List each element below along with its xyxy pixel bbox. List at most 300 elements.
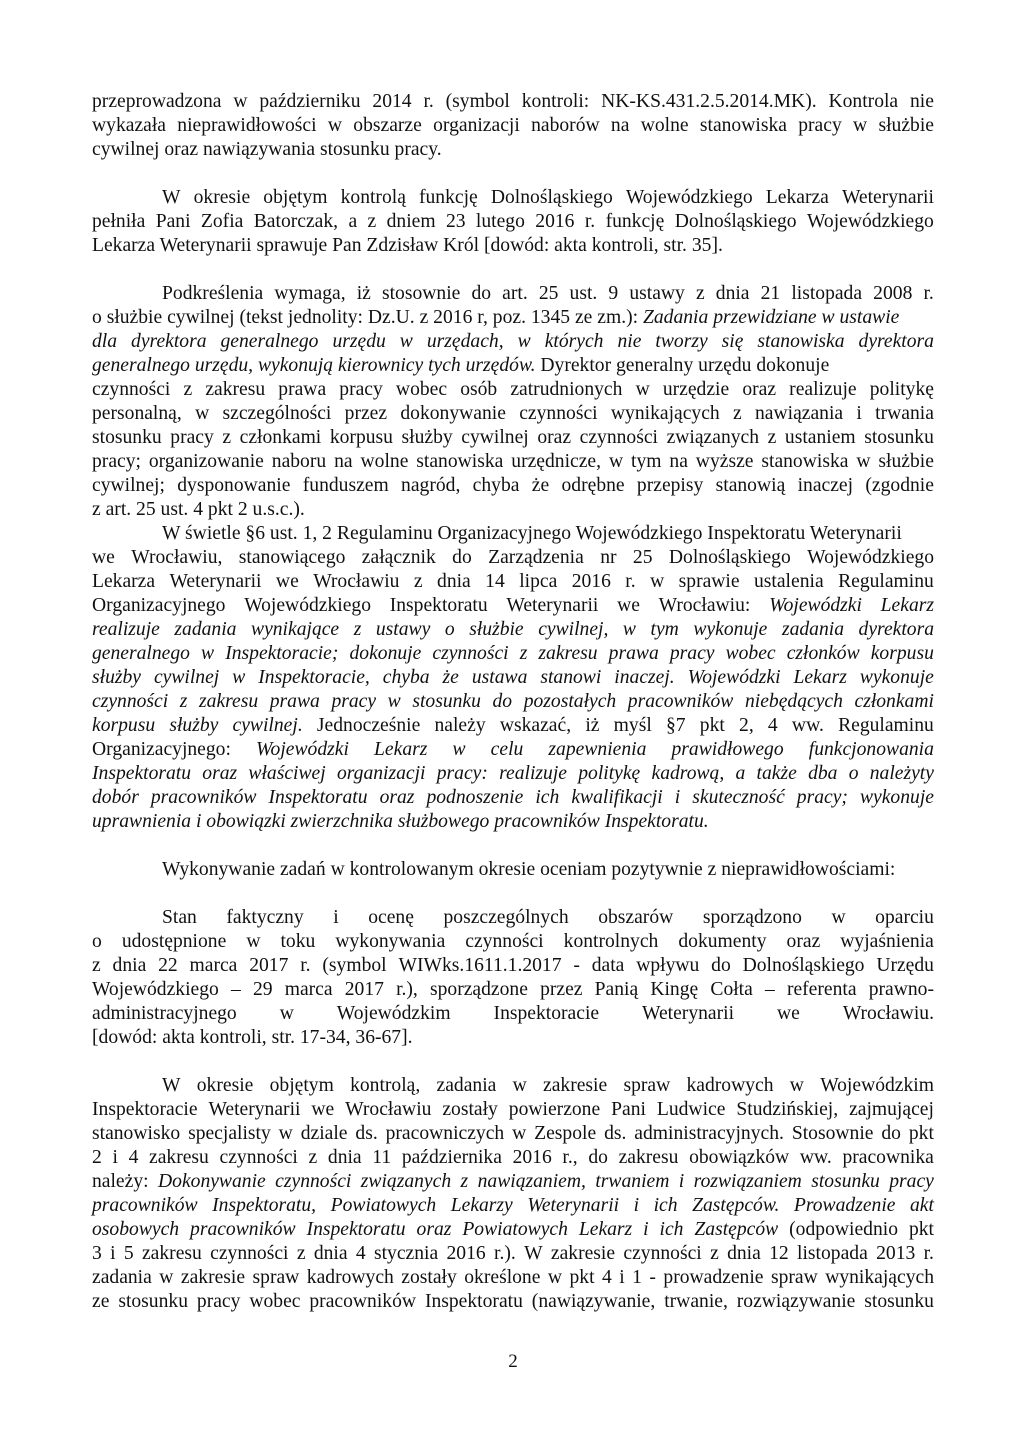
- text-word: nie: [910, 91, 934, 112]
- text-word: w: [512, 1075, 527, 1096]
- text-word: organizacji: [433, 115, 520, 136]
- text-word: urzędnicze,: [511, 451, 602, 472]
- text-word: służbie: [469, 619, 524, 640]
- text-word: Weterynarii: [169, 571, 262, 592]
- text-word: wynikające: [251, 619, 340, 640]
- text-word: Regulaminu: [838, 715, 934, 736]
- text-word: stosunku: [118, 1291, 188, 1312]
- text-word: na: [334, 451, 353, 472]
- text-word: r.: [423, 91, 434, 112]
- text-word: (nawiązywanie,: [531, 1291, 656, 1312]
- text-word: października: [401, 1147, 502, 1168]
- text-line: [92, 1098, 934, 1122]
- text-word: Weterynarii: [208, 1099, 301, 1120]
- text-word: Powiatowych: [330, 1195, 437, 1216]
- text-line: [92, 810, 934, 834]
- text-word: stosunku: [811, 1171, 880, 1192]
- text-word: 29: [252, 979, 273, 1000]
- text-word: personalną,: [92, 403, 182, 424]
- text-word: stanowią: [715, 475, 786, 496]
- text-word: Wojewódzkiego: [806, 211, 934, 232]
- text-word: dyrektora: [131, 331, 207, 352]
- text-word: Lekarza: [765, 187, 829, 208]
- text-word: wyższe: [695, 451, 754, 472]
- text-word: –: [231, 979, 241, 1000]
- text-word: Regulaminu: [838, 571, 934, 592]
- text-word: odrębne: [561, 475, 625, 496]
- text-word: r.).: [494, 1243, 516, 1264]
- text-word: określone: [464, 1267, 541, 1288]
- text-word: poszczególnych: [443, 907, 569, 928]
- text-word: zadania: [174, 619, 237, 640]
- text-word: wolne: [640, 115, 689, 136]
- text-word: kadrowych: [686, 1075, 774, 1096]
- text-word: 4: [128, 1147, 139, 1168]
- text-word: lipca: [519, 571, 558, 592]
- text-word: czynności: [92, 379, 171, 400]
- text-word: przez: [540, 979, 583, 1000]
- text-word: 2014: [372, 91, 412, 112]
- text-word: WIWks.1611.1.2017: [398, 955, 562, 976]
- text-word: Kingę: [650, 979, 699, 1000]
- text-word: z: [367, 211, 377, 232]
- text-word: generalnego: [92, 643, 190, 664]
- text-word: nagród,: [401, 475, 461, 496]
- text-word: Organizacyjnego:: [92, 739, 231, 760]
- text-word: -: [649, 1267, 656, 1288]
- text-word: których: [544, 331, 604, 352]
- text-word: (symbol: [322, 955, 387, 976]
- text-segment: z art. 25 ust. 4 pkt 2 u.s.c.).: [92, 499, 305, 520]
- text-word: r.: [300, 955, 311, 976]
- text-word: toku: [280, 931, 316, 952]
- text-word: z: [733, 403, 742, 424]
- text-word: w: [608, 451, 624, 472]
- text-line: [92, 330, 934, 354]
- text-word: 2016: [512, 1147, 552, 1168]
- text-word: Lekarz: [880, 595, 934, 616]
- text-word: sprawie: [678, 571, 740, 592]
- text-word: wskazać,: [499, 715, 572, 736]
- text-word: 2013: [876, 1243, 916, 1264]
- text-word: służbie: [878, 451, 934, 472]
- text-word: Podkreślenia: [162, 283, 264, 304]
- text-word: pracy: [889, 1171, 934, 1192]
- text-word: także: [756, 763, 797, 784]
- text-word: (symbol: [445, 91, 510, 112]
- text-word: członkami: [854, 691, 934, 712]
- text-word: 3: [92, 1243, 102, 1264]
- text-word: 2,: [739, 715, 754, 736]
- text-word: 2016: [446, 1243, 486, 1264]
- text-word: przez: [344, 403, 388, 424]
- text-word: sporządzono: [702, 907, 802, 928]
- text-word: Wojewódzkiego: [92, 979, 219, 1000]
- text-word: Wrocławiu,: [131, 547, 223, 568]
- text-word: pracy: [196, 1291, 241, 1312]
- text-word: niebędących: [744, 691, 843, 712]
- text-word: w: [650, 571, 665, 592]
- text-word: marca: [189, 955, 238, 976]
- text-word: wykonuje: [859, 667, 934, 688]
- text-word: służby: [169, 715, 219, 736]
- text-word: do: [588, 1147, 608, 1168]
- text-word: członkami: [239, 427, 322, 448]
- text-word: Lekarzy: [450, 1195, 513, 1216]
- text-word: rozwiązaniem: [693, 1171, 802, 1192]
- text-word: Dolnośląskiego: [674, 211, 797, 232]
- text-word: –: [764, 979, 775, 1000]
- text-word: dokonywanie: [400, 403, 506, 424]
- text-word: Wojewódzkiego: [807, 547, 934, 568]
- text-word: wobec: [249, 1291, 301, 1312]
- text-word: pkt: [908, 1219, 934, 1240]
- text-word: administracyjnego: [92, 1003, 237, 1024]
- text-word: ds.: [604, 1123, 627, 1144]
- text-word: Wojewódzkiego: [625, 187, 753, 208]
- text-word: -: [573, 955, 580, 976]
- text-word: wynikających: [825, 1267, 934, 1288]
- text-word: 2016: [571, 571, 611, 592]
- text-word: dnia: [715, 283, 750, 304]
- text-word: NK-KS.431.2.5.2014.MK).: [601, 91, 817, 112]
- text-word: zapewnienia: [548, 739, 647, 760]
- text-word: rozwiązywanie: [736, 1291, 856, 1312]
- text-word: 2016: [535, 211, 575, 232]
- text-word: zakresu: [618, 1147, 679, 1168]
- text-word: naboru: [271, 451, 327, 472]
- text-word: prawa: [608, 643, 659, 664]
- text-word: służby: [401, 427, 453, 448]
- text-word: referenta: [786, 979, 857, 1000]
- text-segment: Dyrektor generalny urzędu dokonuje: [535, 355, 830, 376]
- text-word: stanowi: [540, 667, 602, 688]
- text-word: obowiązków: [689, 1147, 790, 1168]
- text-word: Pani: [611, 1099, 646, 1120]
- text-word: w: [853, 115, 868, 136]
- text-word: i: [619, 1267, 625, 1288]
- text-word: chyba: [472, 475, 520, 496]
- text-word: ww.: [791, 715, 824, 736]
- text-word: pkt: [908, 1123, 934, 1144]
- text-word: w: [512, 1123, 527, 1144]
- text-word: celu: [490, 739, 524, 760]
- text-word: wobec: [395, 379, 448, 400]
- text-line: [92, 282, 934, 306]
- text-word: kontrolnych: [563, 931, 659, 952]
- text-word: Studzińskiej,: [736, 1099, 839, 1120]
- text-line: [92, 1218, 934, 1242]
- text-word: z: [353, 619, 362, 640]
- text-word: stanowiska: [757, 331, 845, 352]
- text-word: i: [678, 1171, 685, 1192]
- text-word: W: [524, 1243, 543, 1264]
- text-word: 12: [769, 1243, 789, 1264]
- text-word: powierzone: [508, 1099, 601, 1120]
- text-word: 4: [355, 1243, 366, 1264]
- text-word: pracy: [331, 691, 377, 712]
- text-line: [92, 1002, 934, 1026]
- text-line: [92, 450, 934, 474]
- text-word: Inspektoracie: [92, 1099, 198, 1120]
- text-line: [92, 426, 934, 450]
- text-line: [92, 1266, 934, 1290]
- text-word: ich: [653, 1195, 678, 1216]
- text-word: zakresu: [199, 691, 259, 712]
- text-word: z: [413, 571, 423, 592]
- text-word: spraw: [252, 1267, 300, 1288]
- text-word: z: [296, 1243, 306, 1264]
- text-word: korpusu: [870, 643, 934, 664]
- text-word: Zastępców.: [692, 1195, 780, 1216]
- text-word: tworzy: [655, 331, 708, 352]
- text-word: ustawy: [375, 619, 431, 640]
- text-word: nieprawidłowości: [177, 115, 317, 136]
- text-word: czynności: [275, 1171, 352, 1192]
- text-word: w: [517, 331, 531, 352]
- text-segment: cywilnej oraz nawiązywania stosunku pracy.: [92, 139, 442, 160]
- text-word: Inspektoratu: [92, 763, 192, 784]
- text-word: ust.: [569, 283, 598, 304]
- text-word: z: [767, 427, 777, 448]
- text-line: [92, 762, 934, 786]
- text-word: zakresu: [141, 1243, 202, 1264]
- text-word: r.: [625, 571, 636, 592]
- text-word: październiku: [259, 91, 361, 112]
- text-word: z: [183, 379, 193, 400]
- text-word: politykę: [578, 763, 641, 784]
- text-word: osób: [460, 379, 498, 400]
- text-word: Lekarz: [578, 1219, 633, 1240]
- text-word: faktyczny: [226, 907, 304, 928]
- text-word: Cołta: [710, 979, 753, 1000]
- text-word: korpusu: [329, 427, 393, 448]
- text-word: ustawy: [629, 283, 685, 304]
- text-word: pełniła: [92, 211, 146, 232]
- text-word: udostępnione: [121, 931, 227, 952]
- text-word: 2017: [344, 979, 384, 1000]
- text-word: Inspektoracie: [493, 1003, 600, 1024]
- text-word: ze: [92, 1291, 110, 1312]
- text-word: spraw: [623, 1075, 671, 1096]
- text-word: 22: [158, 955, 178, 976]
- text-word: pracy:: [436, 763, 488, 784]
- document-page: [92, 0, 934, 1449]
- text-word: 25: [632, 547, 653, 568]
- text-word: pracy;: [796, 787, 848, 808]
- text-word: pracownika: [842, 1147, 934, 1168]
- text-word: ustawa: [471, 667, 528, 688]
- text-line: [92, 954, 934, 978]
- text-word: Batorczak,: [253, 211, 339, 232]
- text-word: obszarze: [353, 115, 422, 136]
- text-word: iż: [585, 715, 600, 736]
- text-line: [92, 690, 934, 714]
- text-word: pracowników: [150, 787, 257, 808]
- text-word: dnia: [112, 955, 147, 976]
- text-word: realizuje: [92, 619, 160, 640]
- text-word: we: [311, 1099, 335, 1120]
- text-word: o: [444, 619, 455, 640]
- text-word: stanowiącego: [238, 547, 346, 568]
- text-line: [92, 642, 934, 666]
- text-word: art.: [502, 283, 528, 304]
- text-word: lutego: [475, 211, 525, 232]
- text-word: z: [222, 427, 232, 448]
- text-word: czynności: [465, 931, 544, 952]
- text-word: funkcjonowania: [808, 739, 934, 760]
- text-segment: Zadania przewidziane w ustawie: [642, 307, 900, 328]
- text-word: w: [635, 379, 650, 400]
- text-line: [92, 378, 934, 402]
- text-word: dnia: [313, 1243, 348, 1264]
- text-word: pracowników: [92, 1195, 198, 1216]
- text-word: ww.: [799, 1147, 832, 1168]
- text-word: r.),: [396, 979, 418, 1000]
- text-word: ustaniem: [784, 427, 856, 448]
- text-segment: o służbie cywilnej (tekst jednolity: Dz.U. z 2016 r, poz. 1345 ze zm.):: [92, 307, 643, 328]
- text-word: cywilnej;: [92, 475, 165, 496]
- text-word: Lekarz: [793, 667, 847, 688]
- text-line: [92, 858, 934, 882]
- text-word: pracy: [669, 643, 715, 664]
- text-word: czynności: [219, 1147, 298, 1168]
- text-word: cywilnej: [461, 427, 529, 448]
- text-word: przepisy: [636, 475, 704, 496]
- text-word: zakresie: [543, 1075, 608, 1096]
- text-word: realizuje: [789, 379, 857, 400]
- text-word: tym: [631, 451, 662, 472]
- text-word: kontrolą,: [350, 1075, 421, 1096]
- text-word: ich: [659, 1219, 684, 1240]
- text-word: Zofia: [200, 211, 244, 232]
- text-word: Jednocześnie: [316, 715, 421, 736]
- text-word: dnia: [727, 1243, 761, 1264]
- text-word: zostały: [442, 1099, 498, 1120]
- text-word: pkt: [569, 1267, 595, 1288]
- text-word: data: [591, 955, 625, 976]
- text-word: i: [674, 787, 681, 808]
- text-word: funkcję: [605, 211, 665, 232]
- text-word: Dolnośląskiego: [742, 955, 865, 976]
- text-word: należy: [434, 715, 486, 736]
- text-line: [92, 714, 934, 738]
- text-word: Wojewódzkim: [820, 1075, 934, 1096]
- text-word: organizacji: [336, 763, 426, 784]
- text-word: że: [531, 475, 550, 496]
- text-word: 14: [485, 571, 505, 592]
- text-segment: uprawnienia i obowiązki zwierzchnika służbowego pracowników Inspektoratu.: [92, 811, 709, 832]
- text-word: pracy;: [92, 451, 141, 472]
- text-word: Inspektoratu: [306, 1219, 406, 1240]
- text-word: we: [92, 547, 115, 568]
- text-word: kwalifikacji: [571, 787, 663, 808]
- text-word: a: [735, 763, 746, 784]
- text-line: [92, 738, 934, 762]
- text-word: oraz: [416, 1219, 452, 1240]
- text-word: (odpowiednio: [789, 1219, 898, 1240]
- text-word: zostały: [401, 1267, 457, 1288]
- text-word: Panią: [594, 979, 639, 1000]
- text-word: akt: [910, 1195, 934, 1216]
- text-word: dobór: [92, 787, 139, 808]
- text-word: dnia: [327, 1147, 362, 1168]
- text-word: stosunku: [864, 1291, 934, 1312]
- text-line: [92, 186, 934, 210]
- text-word: 5: [123, 1243, 134, 1264]
- text-word: specjalisty: [188, 1123, 271, 1144]
- text-line: [92, 906, 934, 930]
- text-line: [92, 306, 934, 330]
- text-word: prowadzenie: [663, 1267, 764, 1288]
- text-line: [92, 138, 934, 162]
- text-word: r.: [923, 283, 934, 304]
- text-word: w: [232, 667, 246, 688]
- text-line: [92, 618, 934, 642]
- text-word: 1: [632, 1267, 642, 1288]
- text-line: [92, 1290, 934, 1314]
- text-word: należy:: [92, 1171, 149, 1192]
- text-word: ich: [535, 787, 560, 808]
- text-word: objętym: [269, 1075, 334, 1096]
- text-word: a: [348, 211, 358, 232]
- text-word: pracowniczych: [385, 1123, 505, 1144]
- text-word: i: [633, 1195, 640, 1216]
- text-word: Powiatowych: [462, 1219, 568, 1240]
- text-word: wykonuje: [859, 787, 934, 808]
- text-word: Inspektoratu: [424, 1291, 523, 1312]
- text-word: czynności: [92, 691, 169, 712]
- text-word: dla: [92, 331, 118, 352]
- text-segment: Wykonywanie zadań w kontrolowanym okresie oceniam pozytywnie z nieprawidłowościami:: [162, 859, 896, 880]
- text-word: Wrocławiu: [345, 1099, 432, 1120]
- text-word: służbie: [878, 115, 934, 136]
- text-word: 9: [608, 283, 619, 304]
- text-word: zakresu: [538, 643, 598, 664]
- text-word: pkt: [699, 715, 725, 736]
- text-word: wykazała: [92, 115, 166, 136]
- text-word: urzędach,: [426, 331, 504, 352]
- text-word: 4: [602, 1267, 612, 1288]
- text-word: Inspektoratu: [268, 787, 368, 808]
- text-word: korpusu: [92, 715, 156, 736]
- text-line: [92, 402, 934, 426]
- text-word: do: [471, 283, 492, 304]
- text-word: w: [246, 931, 261, 952]
- text-word: zadania: [436, 1075, 497, 1096]
- text-word: z: [460, 1171, 469, 1192]
- text-word: inaczej: [797, 475, 854, 496]
- text-word: Wojewódzkiego: [244, 595, 372, 616]
- text-word: politykę: [869, 379, 934, 400]
- text-word: Urzędu: [876, 955, 934, 976]
- text-word: skuteczność: [692, 787, 785, 808]
- text-word: załącznik: [361, 547, 436, 568]
- text-word: z: [519, 643, 528, 664]
- text-word: nr: [600, 547, 617, 568]
- text-word: Wojewódzkim: [336, 1003, 451, 1024]
- text-word: Prowadzenie: [793, 1195, 896, 1216]
- text-word: §7: [665, 715, 686, 736]
- text-word: w: [195, 403, 210, 424]
- text-word: przeprowadzona: [92, 91, 222, 112]
- text-word: zakresu: [205, 379, 266, 400]
- text-word: Wrocławiu:: [658, 595, 751, 616]
- text-word: urzędu: [332, 331, 386, 352]
- text-word: z: [92, 955, 101, 976]
- text-word: wynikających: [610, 403, 720, 424]
- text-word: Weterynarii: [642, 1003, 735, 1024]
